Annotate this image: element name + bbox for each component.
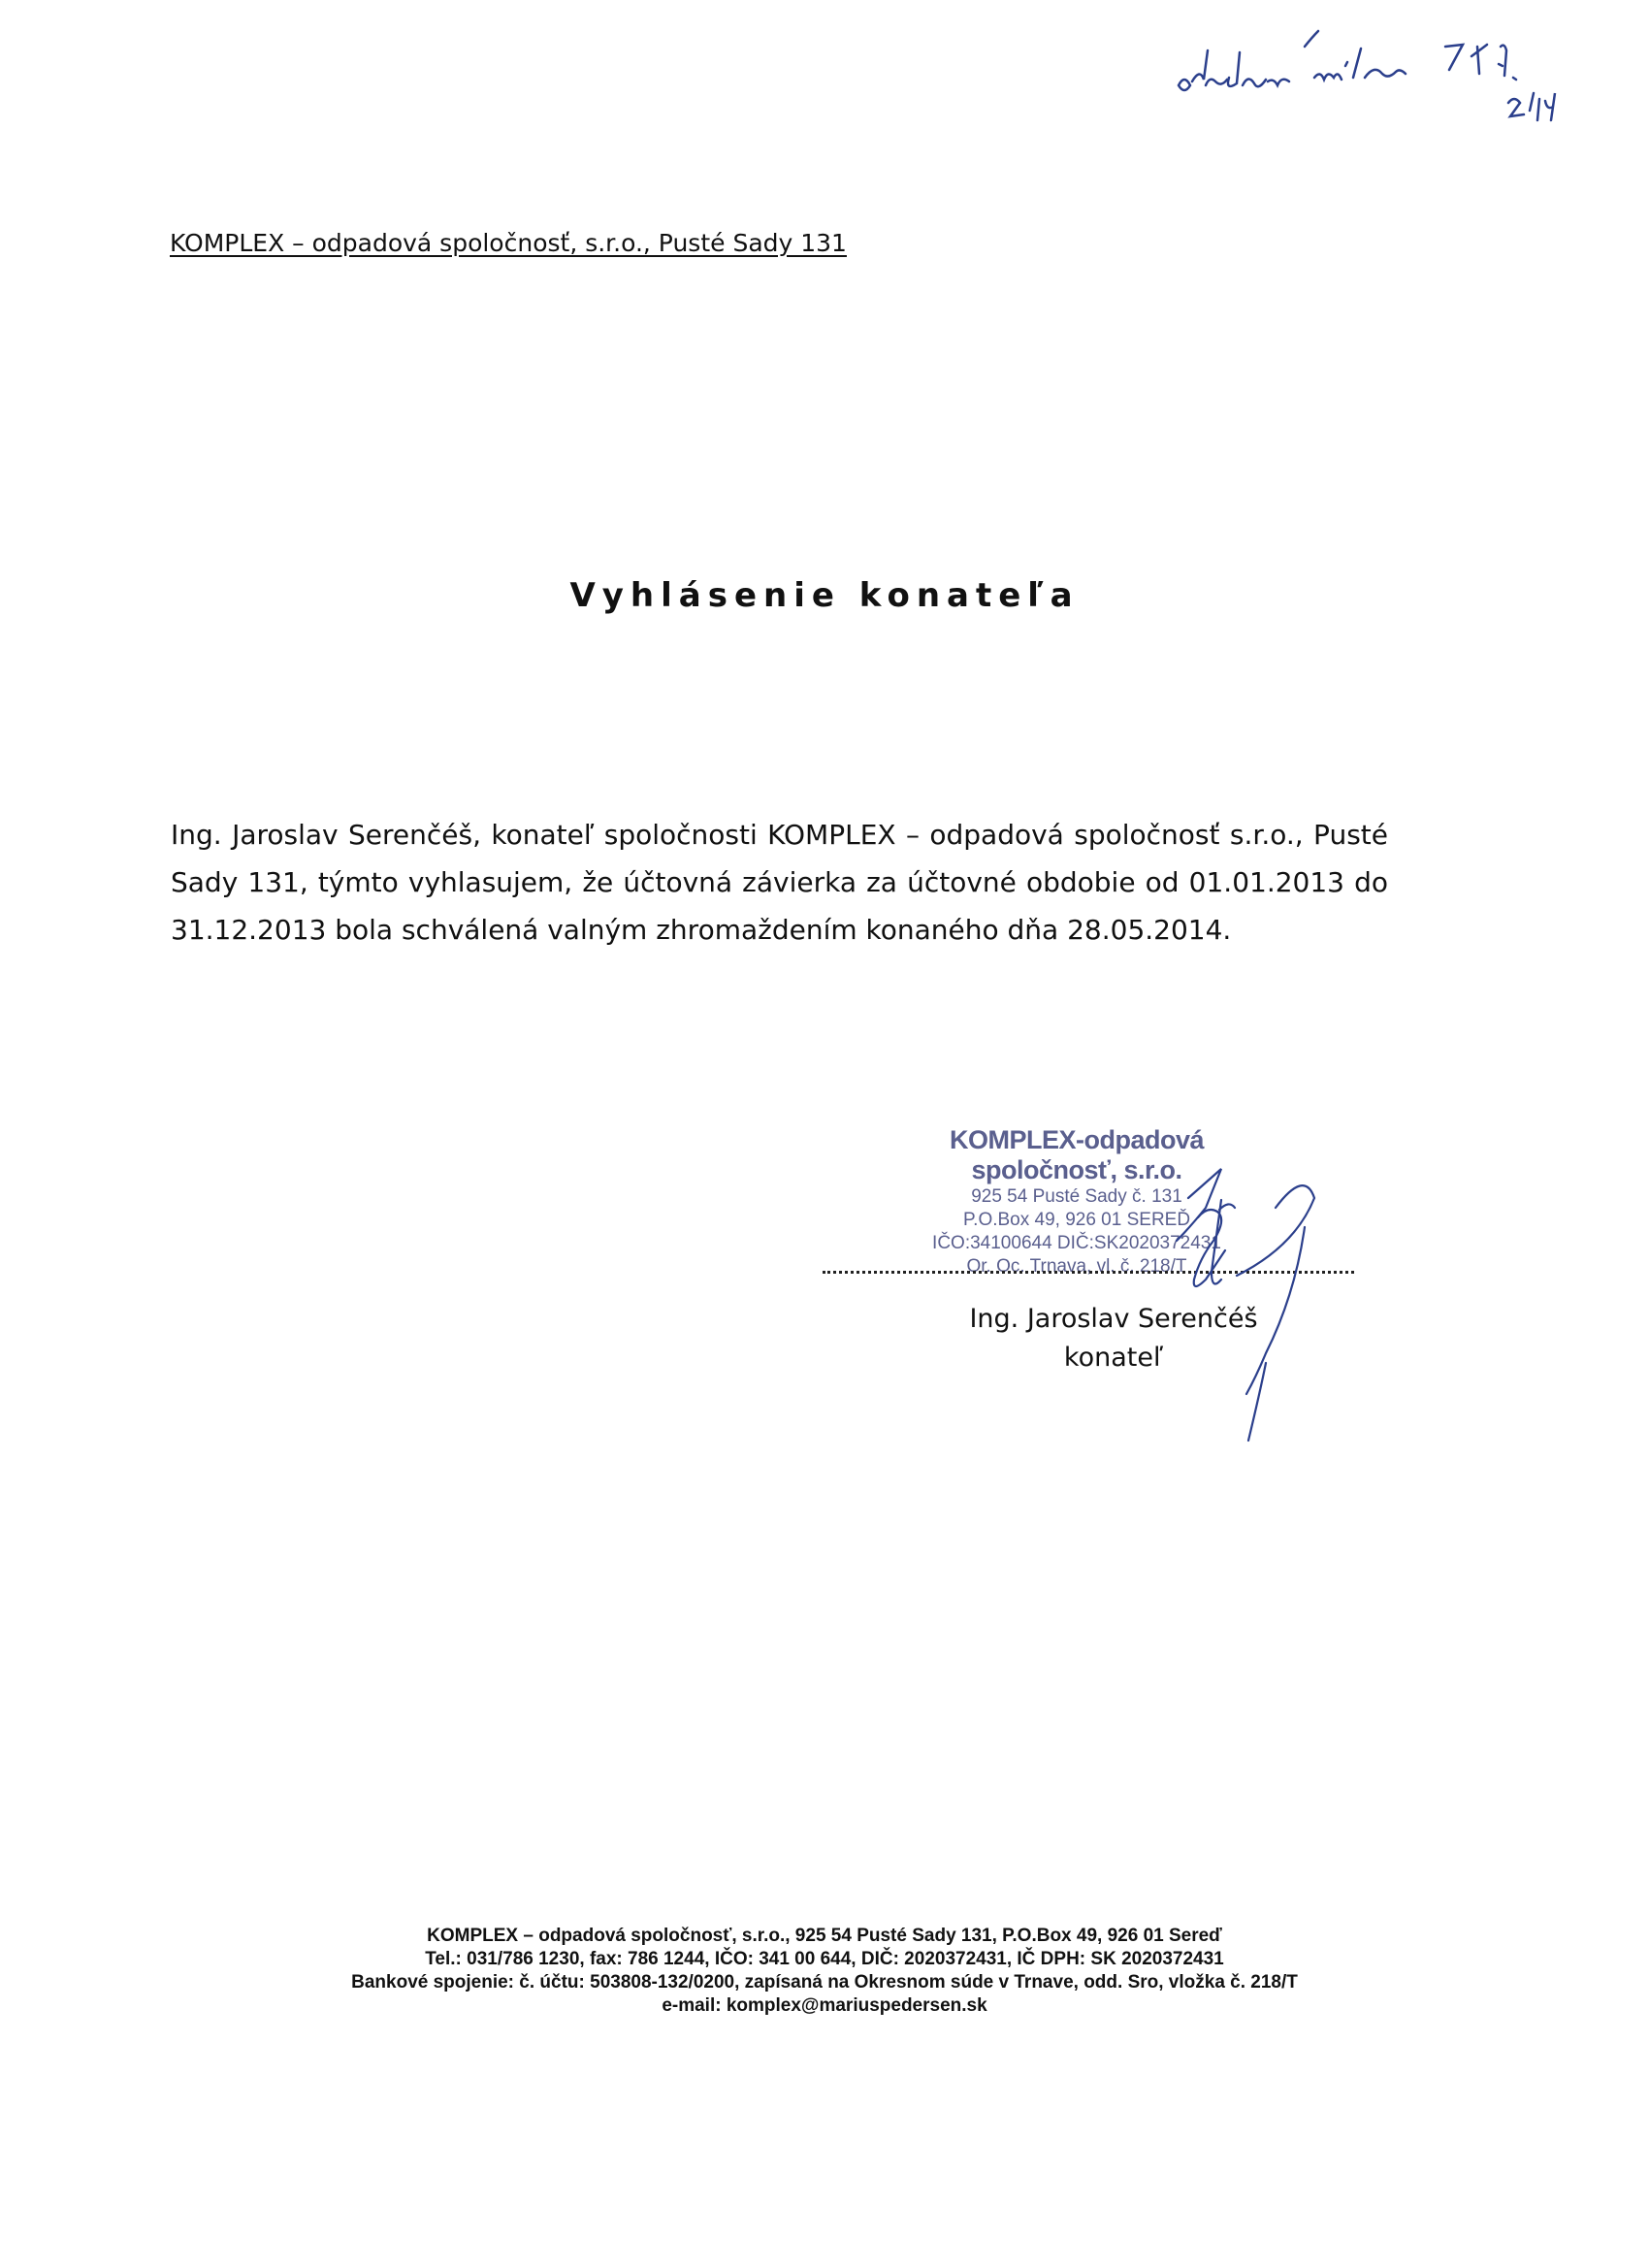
stamp-address: 925 54 Pusté Sady č. 131 — [971, 1186, 1182, 1207]
signatory-role: konateľ — [1063, 1343, 1164, 1373]
stamp-postbox: P.O.Box 49, 926 01 SEREĎ — [962, 1210, 1191, 1230]
footer-address: KOMPLEX – odpadová spoločnosť, s.r.o., 925 54 Pusté Sady 131, P.O.Box 49, 926 01 Sereď — [427, 1926, 1222, 1946]
document-title: Vyhlásenie konateľa — [569, 576, 1080, 615]
handwritten-note — [1159, 17, 1605, 134]
footer — [0, 1925, 1649, 2018]
signatory-block — [823, 1300, 1405, 1377]
footer-contacts: Tel.: 031/786 1230, fax: 786 1244, IČO: 341 00 644, DIČ: 2020372431, IČ DPH: SK 2020372431 — [425, 1949, 1224, 1969]
stamp-ids: IČO:34100644 DIČ:SK2020372431 — [932, 1233, 1221, 1253]
letterhead: KOMPLEX – odpadová spoločnosť, s.r.o., Pusté Sady 131 — [170, 229, 847, 257]
footer-email: e-mail: komplex@mariuspedersen.sk — [662, 1995, 987, 2016]
stamp-company-name: KOMPLEX-odpadová spoločnosť, s.r.o. — [949, 1125, 1204, 1184]
declaration-text: Ing. Jaroslav Serenčéš, konateľ spoločnosti KOMPLEX – odpadová spoločnosť s.r.o., Pusté Sady 131, týmto vyhlasujem, že účtovná závierka za účtovné obdobie od 01.01.2013 do 31.12.2013 bola schválená valným zhromaždením konaného dňa 28.05.2014. — [171, 819, 1388, 946]
signatory-name: Ing. Jaroslav Serenčéš — [969, 1304, 1258, 1334]
footer-bank: Bankové spojenie: č. účtu: 503808-132/0200, zapísaná na Okresnom súde v Trnave, odd. Sro, vložka č. 218/T — [351, 1972, 1298, 1993]
stamp-register: Or. Oc. Trnava, vl. č. 218/T — [966, 1256, 1187, 1277]
